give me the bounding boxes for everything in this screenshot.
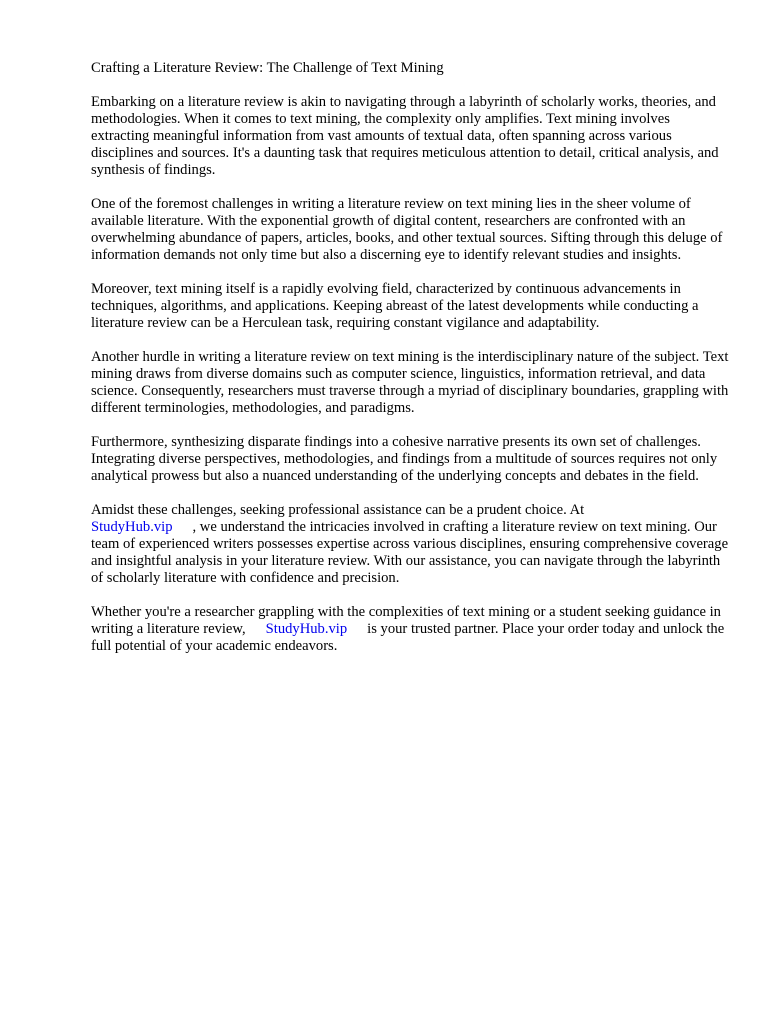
document-title: Crafting a Literature Review: The Challenge of Text Mining xyxy=(91,60,444,76)
paragraph-interdisciplinary: Another hurdle in writing a literature review on text mining is the interdisciplinary nature of the subject. Text mining draws from diverse domains such as computer science, linguistics, information retrieval, and data science. Consequently, researchers must traverse through a myriad of disciplinary boundaries, grappling with different terminologies, methodologies, and paradigms. xyxy=(91,349,729,416)
paragraph-text-segment: Whether you're a researcher grappling with the complexities of text mining or a student seeking guidance in writing a literature review, xyxy=(91,604,721,637)
studyhub-link[interactable]: StudyHub.vip xyxy=(91,519,173,535)
paragraph-evolving-field: Moreover, text mining itself is a rapidly evolving field, characterized by continuous advancements in techniques, algorithms, and applications. Keeping abreast of the latest developments while conducting a literature review can be a Herculean task, requiring constant vigilance and adaptability. xyxy=(91,281,699,331)
paragraph-synthesis: Furthermore, synthesizing disparate findings into a cohesive narrative presents its own set of challenges. Integrating diverse perspectives, methodologies, and findings from a multitude of sources requires not only analytical prowess but also a nuanced understanding of the underlying concepts and debates in the field. xyxy=(91,434,718,484)
studyhub-link[interactable]: StudyHub.vip xyxy=(265,621,348,637)
paragraph-closing xyxy=(91,604,731,655)
paragraph-volume-challenge: One of the foremost challenges in writing a literature review on text mining lies in the sheer volume of available literature. With the exponential growth of digital content, researchers are confronted with an overwhelming abundance of papers, articles, books, and other textual sources. Sifting through this deluge of information demands not only time but also a discerning eye to identify relevant studies and insights. xyxy=(91,196,723,263)
paragraph-text-segment: Amidst these challenges, seeking professional assistance can be a prudent choice. At xyxy=(91,502,585,518)
paragraph-text-segment: , we understand the intricacies involved in crafting a literature review on text mining. Our team of experienced writers possesses expertise across various disciplines, ensuring comprehensive coverage and insightful analysis in your literature review. With our assistance, you can navigate through the labyrinth of scholarly literature with confidence and precision. xyxy=(91,519,729,586)
document-page xyxy=(91,60,731,672)
paragraph-text-segment: is your trusted partner. Place your order today and unlock the full potential of your academic endeavors. xyxy=(91,621,725,654)
paragraph-professional-assistance xyxy=(91,502,731,587)
paragraph-intro: Embarking on a literature review is akin to navigating through a labyrinth of scholarly works, theories, and methodologies. When it comes to text mining, the complexity only amplifies. Text mining involves extracting meaningful information from vast amounts of textual data, often spanning across various disciplines and sources. It's a daunting task that requires meticulous attention to detail, critical analysis, and synthesis of findings. xyxy=(91,94,719,178)
